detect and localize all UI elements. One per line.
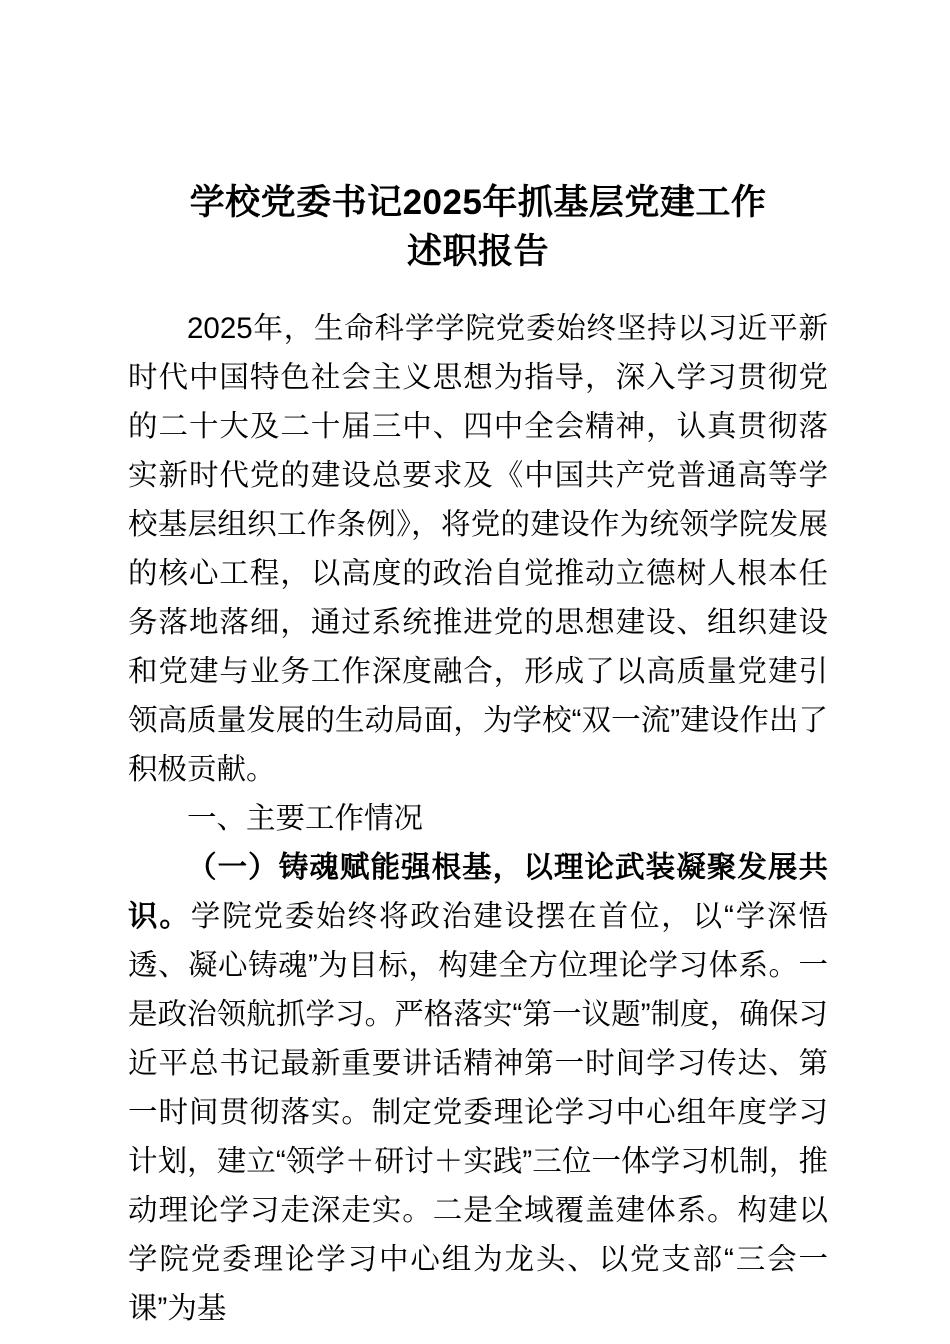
- page-title-line-1: 学校党委书记2025年抓基层党建工作: [189, 183, 767, 222]
- page-title: [128, 0, 828, 276]
- subsection-one-lead: （一）铸魂赋能强根基，以理论武装凝聚发展共识。: [128, 851, 828, 933]
- subsection-one-body: 学院党委始终将政治建设摆在首位，以“学深悟透、凝心铸魂”为目标，构建全方位理论学习体系。一是政治领航抓学习。严格落实“第一议题”制度，确保习近平总书记最新重要讲话精神第一时间学习传达、第一时间贯彻落实。制定党委理论学习中心组年度学习计划，建立“领学＋研讨＋实践”三位一体学习机制，推动理论学习走深走实。二是全域覆盖建体系。构建以学院党委理论学习中心组为龙头、以党支部“三会一课”为基: [128, 900, 828, 1325]
- document-content-column: [128, 0, 828, 1333]
- opening-paragraph: 2025年，生命科学学院党委始终坚持以习近平新时代中国特色社会主义思想为指导，深入学习贯彻党的二十大及二十届三中、四中全会精神，认真贯彻落实新时代党的建设总要求及《中国共产党普通高等学校基层组织工作条例》，将党的建设作为统领学院发展的核心工程，以高度的政治自觉推动立德树人根本任务落地落细，通过系统推进党的思想建设、组织建设和党建与业务工作深度融合，形成了以高质量党建引领高质量发展的生动局面，为学校“双一流”建设作出了积极贡献。: [128, 312, 828, 786]
- subsection-one-paragraph: [128, 843, 828, 1333]
- page-title-line-2: 述职报告: [406, 232, 549, 271]
- title-body-spacer: [128, 276, 828, 304]
- section-heading-one: 一、主要工作情况: [187, 802, 424, 835]
